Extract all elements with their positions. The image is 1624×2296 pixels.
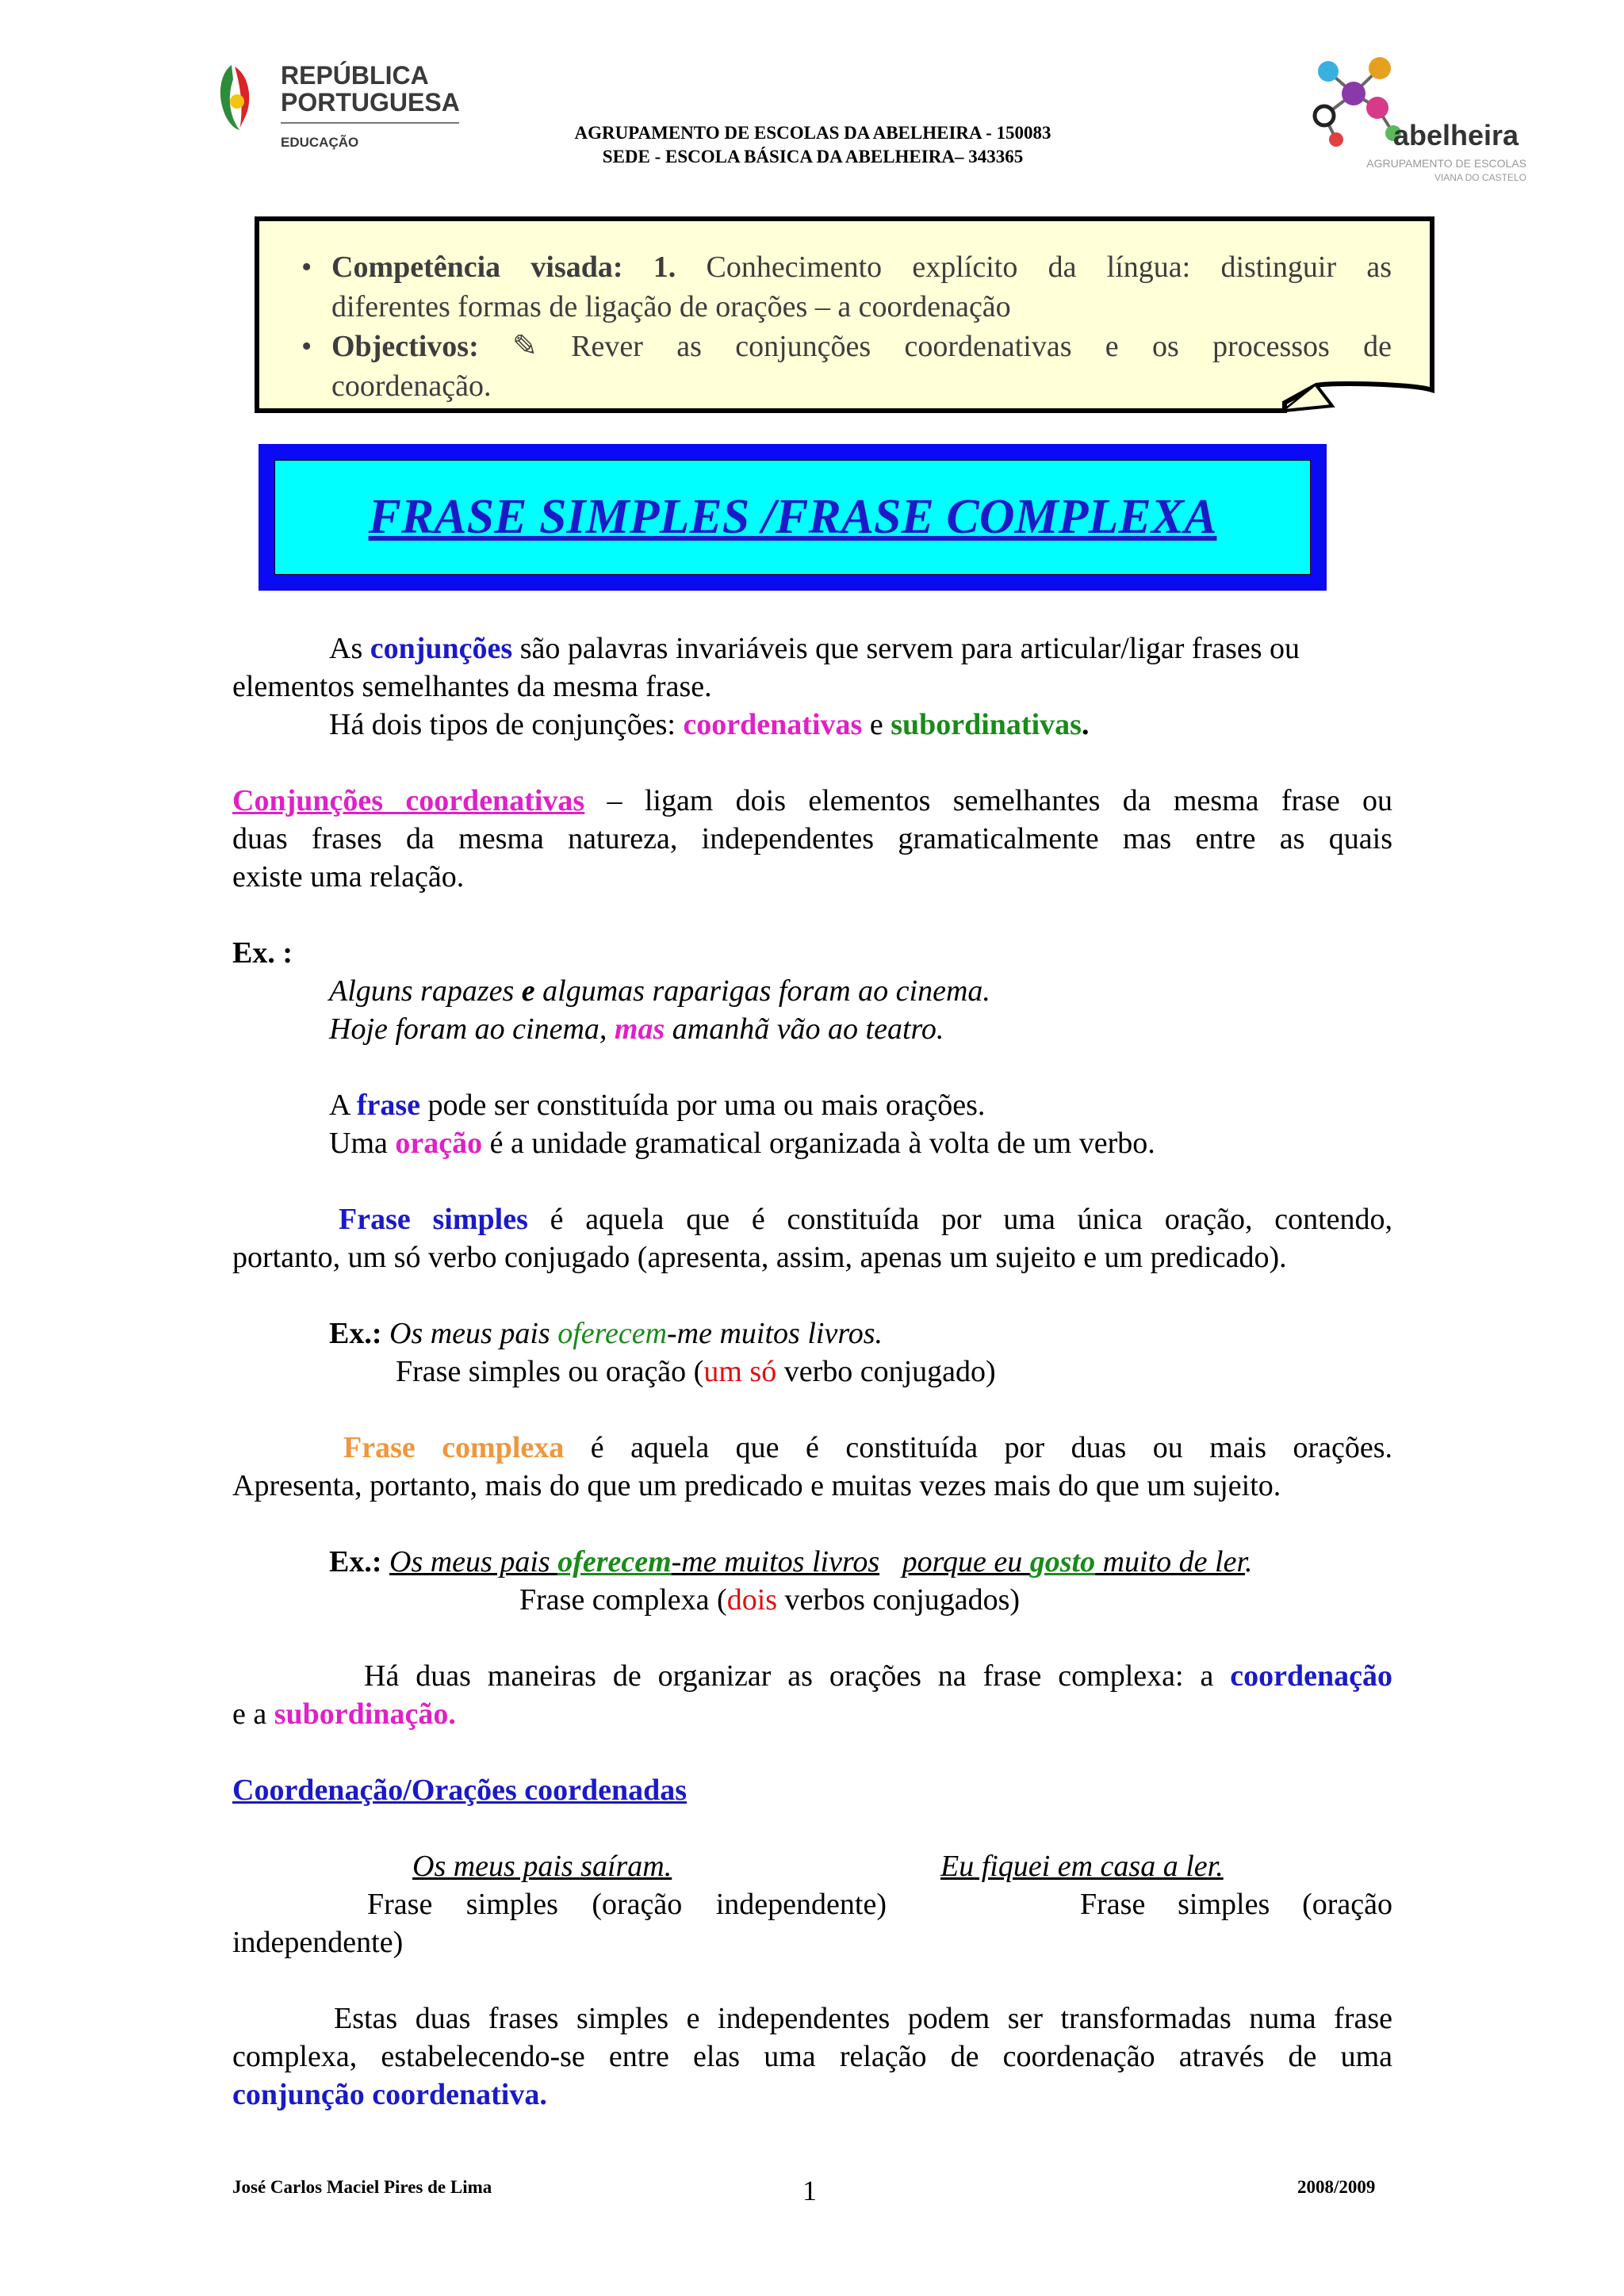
objectives-label: Objectivos: bbox=[331, 330, 479, 363]
competence-text-a: Conhecimento explícito da língua: distinguir as bbox=[706, 251, 1392, 284]
objectives-text-a: Rever as conjunções coordenativas e os processos de bbox=[571, 330, 1392, 363]
competence-list bbox=[301, 247, 1392, 406]
logo-line-educacao: EDUCAÇÃO bbox=[281, 135, 359, 150]
abelheira-wordmark: abelheira bbox=[1393, 119, 1519, 151]
competence-text-b: diferentes formas de ligação de orações – a coordenação bbox=[331, 290, 1011, 323]
ex1-label: Ex. : bbox=[232, 936, 293, 970]
footer-year: 2008/2009 bbox=[1297, 2177, 1376, 2197]
title-banner-inner bbox=[274, 460, 1311, 575]
page-title: FRASE SIMPLES /FRASE COMPLEXA bbox=[368, 490, 1217, 544]
ex2-line2: Frase simples ou oração (um só verbo conjugado) bbox=[396, 1355, 996, 1388]
pencil-icon: ✎ bbox=[512, 330, 538, 363]
ex3-line1: Ex.: Os meus pais oferecem-me muitos livros porque eu gosto muito de ler. bbox=[329, 1545, 1253, 1578]
bullet-icon: • bbox=[301, 330, 312, 363]
republica-portuguesa-logo bbox=[216, 57, 477, 168]
p8-line2: complexa, estabelecendo-se entre elas uma relação de coordenação através de uma bbox=[232, 2040, 1392, 2073]
p7-line1: Há duas maneiras de organizar as orações na frase complexa: a coordenação bbox=[364, 1659, 1392, 1693]
objectives-text-b: coordenação. bbox=[331, 369, 492, 403]
abelheira-logo bbox=[1304, 46, 1526, 189]
ex4-sentence1: Os meus pais saíram. bbox=[412, 1850, 672, 1883]
p3-line3: existe uma relação. bbox=[232, 860, 465, 894]
abelheira-sub1: AGRUPAMENTO DE ESCOLAS bbox=[1366, 157, 1526, 170]
p3-line2: duas frases da mesma natureza, independentes gramaticalmente mas entre as quais bbox=[232, 822, 1392, 855]
school-header-line2: SEDE - ESCOLA BÁSICA DA ABELHEIRA– 343365 bbox=[602, 147, 1024, 166]
p5-line2: portanto, um só verbo conjugado (apresenta, assim, apenas um sujeito e um predicado). bbox=[232, 1241, 1287, 1274]
p7-line2: e a subordinação. bbox=[232, 1697, 456, 1731]
p8-line3: conjunção coordenativa. bbox=[232, 2078, 547, 2111]
bullet-icon: • bbox=[301, 251, 312, 284]
school-header-line1: AGRUPAMENTO DE ESCOLAS DA ABELHEIRA - 150083 bbox=[574, 123, 1051, 143]
p3-line1: Conjunções coordenativas – ligam dois elementos semelhantes da mesma frase ou bbox=[232, 784, 1392, 817]
p8-line1: Estas duas frases simples e independentes podem ser transformadas numa frase bbox=[334, 2002, 1392, 2035]
p6-line2: Apresenta, portanto, mais do que um predicado e muitas vezes mais do que um sujeito. bbox=[232, 1469, 1281, 1502]
molecule-icon bbox=[1304, 54, 1408, 153]
p1-line1: As conjunções são palavras invariáveis que servem para articular/ligar frases ou bbox=[329, 632, 1300, 665]
competence-item bbox=[301, 247, 1392, 327]
footer-author: José Carlos Maciel Pires de Lima bbox=[232, 2177, 492, 2197]
competence-label: Competência visada: 1. bbox=[331, 251, 676, 284]
p4-line1: A frase pode ser constituída por uma ou mais orações. bbox=[329, 1089, 986, 1122]
ex4-caption1: Frase simples (oração independente) bbox=[367, 1888, 887, 1921]
ex1-line1: Alguns rapazes e algumas raparigas foram ao cinema. bbox=[329, 974, 990, 1008]
logo-line-republica: REPÚBLICA bbox=[281, 61, 429, 90]
objectives-item bbox=[301, 327, 1392, 406]
ex2-line1: Ex.: Os meus pais oferecem-me muitos livros. bbox=[329, 1317, 883, 1350]
ex4-caption2: Frase simples (oração bbox=[1080, 1888, 1392, 1921]
p6-line1: Frase complexa é aquela que é constituída por duas ou mais orações. bbox=[343, 1431, 1393, 1464]
logo-divider bbox=[281, 122, 459, 124]
ex1-line2: Hoje foram ao cinema, mas amanhã vão ao teatro. bbox=[329, 1012, 944, 1046]
abelheira-sub2: VIANA DO CASTELO bbox=[1434, 172, 1526, 183]
school-header bbox=[444, 121, 1182, 169]
ex4-sentence2: Eu fiquei em casa a ler. bbox=[940, 1850, 1224, 1883]
page-number: 1 bbox=[802, 2175, 817, 2206]
flag-emblem-icon bbox=[216, 62, 254, 132]
p5-line1: Frase simples é aquela que é constituída por uma única oração, contendo, bbox=[339, 1203, 1393, 1236]
p1-line2: elementos semelhantes da mesma frase. bbox=[232, 670, 712, 703]
ex4-caption2-cont: independente) bbox=[232, 1926, 404, 1959]
logo-line-portuguesa: PORTUGUESA bbox=[281, 88, 460, 117]
title-banner bbox=[259, 444, 1327, 591]
ex3-line2: Frase complexa (dois verbos conjugados) bbox=[519, 1583, 1021, 1617]
p4-line2: Uma oração é a unidade gramatical organizada à volta de um verbo. bbox=[329, 1127, 1155, 1160]
section-heading: Coordenação/Orações coordenadas bbox=[232, 1774, 688, 1807]
p2-line: Há dois tipos de conjunções: coordenativas e subordinativas. bbox=[329, 708, 1090, 741]
